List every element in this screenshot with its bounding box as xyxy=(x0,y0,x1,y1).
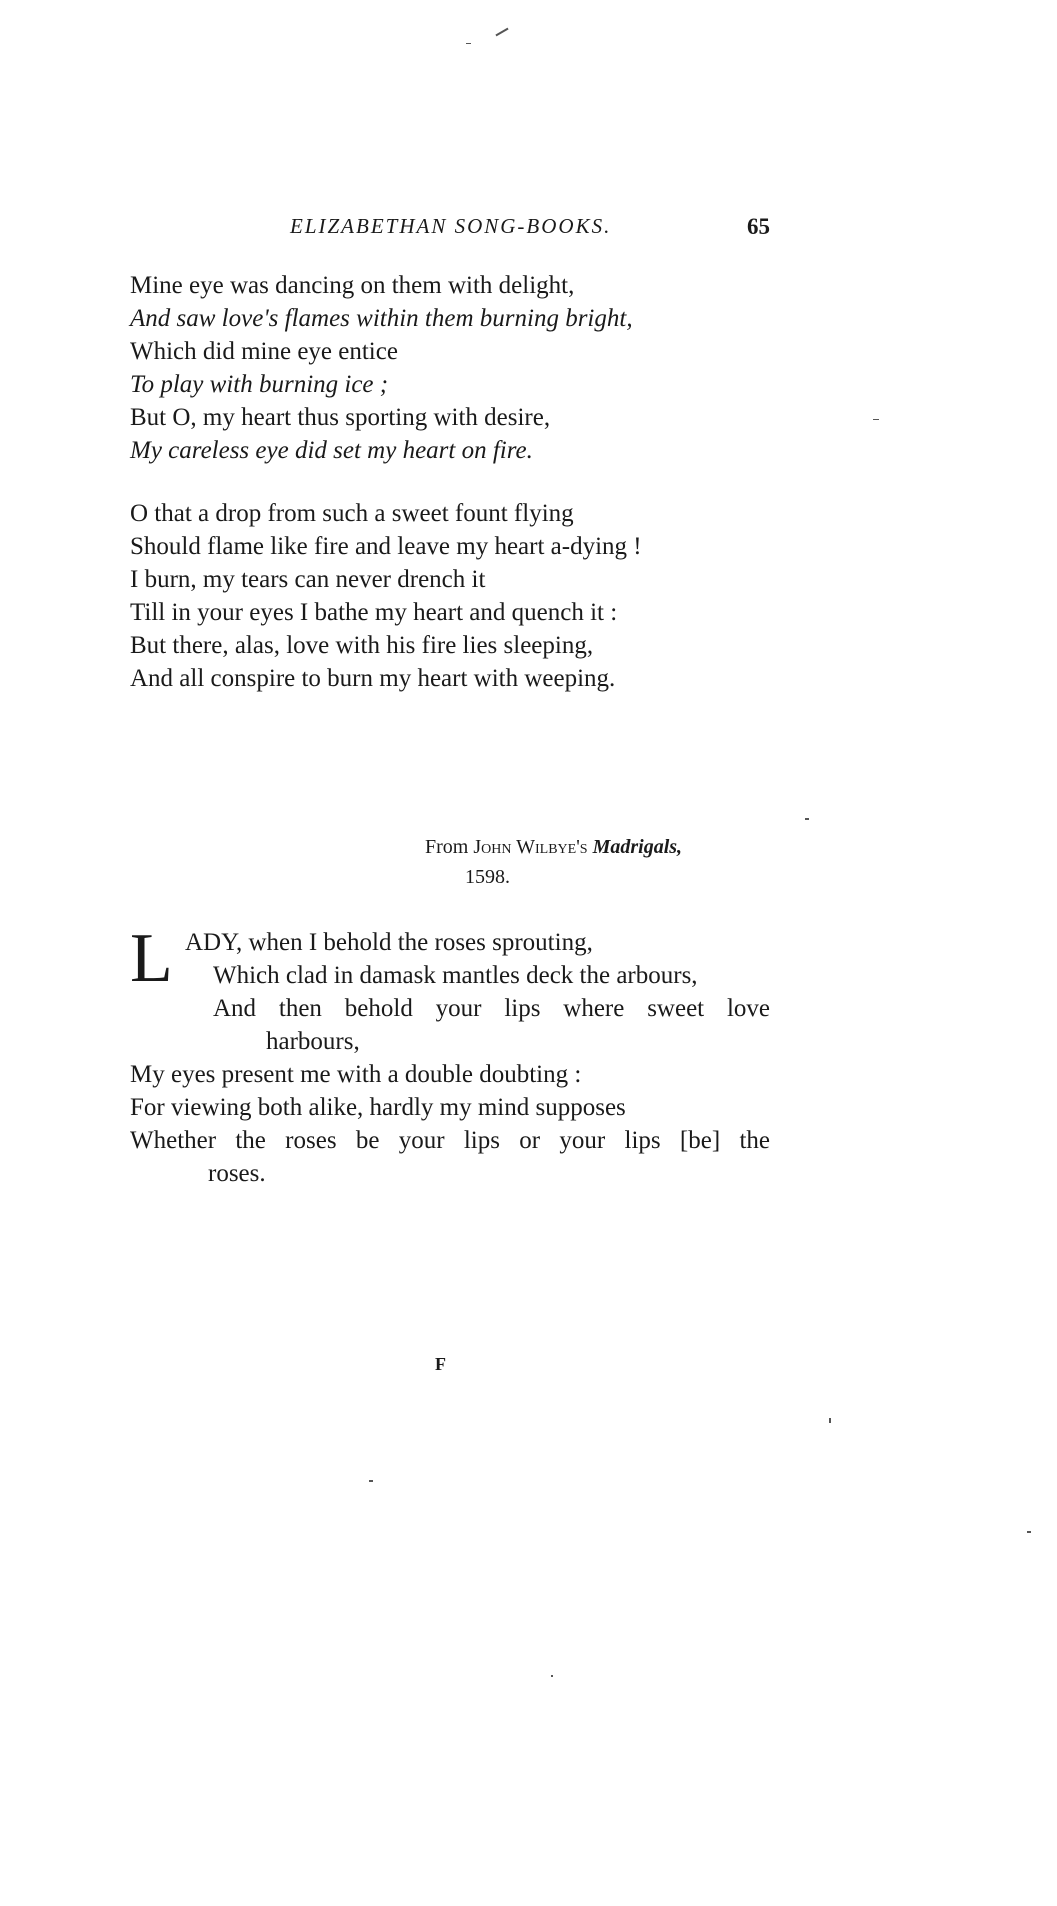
running-head: ELIZABETHAN SONG-BOOKS. xyxy=(290,214,612,238)
stanza-2 xyxy=(130,497,790,695)
poem-line-continuation: roses. xyxy=(208,1160,266,1187)
ink-speck xyxy=(495,28,508,37)
attribution-title: Madrigals, xyxy=(592,836,683,858)
poem-line: Till in your eyes I bathe my heart and quench it : xyxy=(130,599,618,626)
poem-line: To play with burning ice ; xyxy=(130,371,389,398)
poem-line: Whether the roses be your lips or your lips [be] the xyxy=(130,1127,770,1154)
poem-line: ADY, when I behold the roses sprouting, xyxy=(185,929,593,956)
poem-line: Should flame like fire and leave my heart a-dying ! xyxy=(130,533,642,560)
poem-line-continuation: harbours, xyxy=(266,1028,360,1055)
signature-mark: F xyxy=(435,1354,446,1374)
attribution-author: John Wilbye's xyxy=(473,836,588,858)
ink-speck xyxy=(551,1675,553,1677)
poem-line: For viewing both alike, hardly my mind supposes xyxy=(130,1094,626,1121)
poem-line: But O, my heart thus sporting with desire, xyxy=(130,404,551,431)
madrigal-poem xyxy=(130,920,770,1190)
poem-line: My eyes present me with a double doubting : xyxy=(130,1061,582,1088)
page-header xyxy=(290,214,770,248)
ink-speck xyxy=(369,1480,373,1482)
poem-line: And saw love's flames within them burning bright, xyxy=(130,305,633,332)
poem-line: And all conspire to burn my heart with weeping. xyxy=(130,665,616,692)
drop-cap: L xyxy=(130,920,173,997)
poem-line: But there, alas, love with his fire lies sleeping, xyxy=(130,632,594,659)
stanza-1 xyxy=(130,269,790,467)
poem-line: O that a drop from such a sweet fount flying xyxy=(130,500,574,527)
ink-speck xyxy=(466,43,471,44)
ink-speck xyxy=(1027,1531,1031,1533)
poem-line: My careless eye did set my heart on fire. xyxy=(130,437,533,464)
attribution-from: From xyxy=(425,836,469,858)
attribution-year: 1598. xyxy=(465,866,510,888)
poem-line: I burn, my tears can never drench it xyxy=(130,566,486,593)
poem-line: And then behold your lips where sweet love xyxy=(213,995,770,1022)
ink-speck xyxy=(829,1418,831,1423)
source-attribution xyxy=(425,832,785,892)
poem-line: Which clad in damask mantles deck the arbours, xyxy=(213,962,698,989)
poem-line: Mine eye was dancing on them with delight, xyxy=(130,272,575,299)
page-number: 65 xyxy=(747,214,770,239)
poem-line: Which did mine eye entice xyxy=(130,338,398,365)
ink-speck xyxy=(805,818,809,820)
ink-speck xyxy=(873,419,879,420)
